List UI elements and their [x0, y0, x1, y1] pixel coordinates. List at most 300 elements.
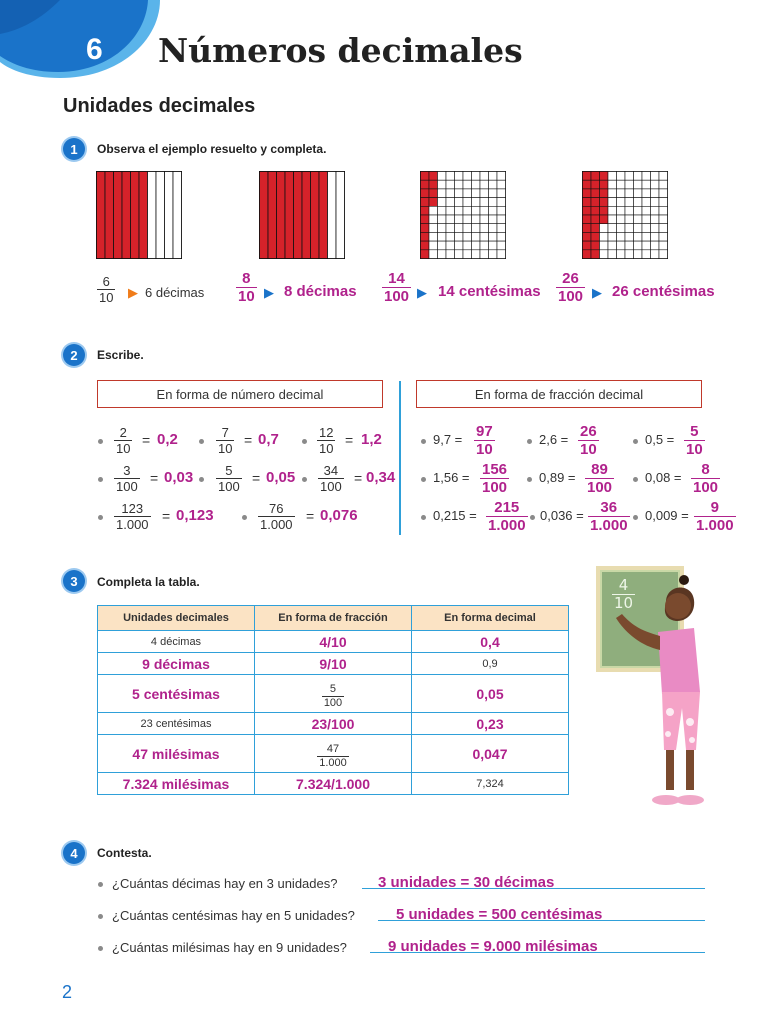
equals: = [244, 432, 253, 448]
empty-hundredth [617, 241, 626, 250]
decimal-value: 0,5 = [645, 432, 675, 447]
arrow-icon: ▶ [592, 285, 602, 300]
empty-hundredth [429, 215, 438, 224]
empty-hundredth [608, 224, 617, 233]
empty-hundredth [659, 232, 668, 241]
shaded-hundredth [583, 198, 592, 207]
empty-hundredth [438, 206, 447, 215]
answer: 0,7 [258, 431, 279, 448]
table-cell: 9/10 [255, 653, 412, 675]
empty-hundredth [651, 189, 660, 198]
empty-hundredth [446, 224, 455, 233]
empty-hundredth [489, 180, 498, 189]
shaded-hundredth [429, 189, 438, 198]
table-cell: 9 décimas [98, 653, 255, 675]
fraction-denominator: 1.000 [319, 756, 347, 769]
shaded-hundredth [421, 232, 430, 241]
decimal-grid-1 [96, 171, 182, 259]
empty-hundredth [659, 215, 668, 224]
shaded-hundredth [421, 224, 430, 233]
bullet [527, 439, 532, 444]
page-title: Números decimales [158, 31, 523, 70]
page-number: 2 [62, 982, 73, 1002]
fraction: $\frac{12}{10}$ [319, 425, 334, 456]
equals: = [162, 508, 171, 524]
answer: 0,34 [366, 469, 396, 486]
fraction-answer: $\frac{89}{100}$ [587, 461, 613, 496]
empty-hundredth [608, 215, 617, 224]
ex1-result-4: 26 centésimas [612, 283, 715, 300]
fraction-answer: $\frac{215}{1.000}$ [488, 499, 526, 534]
table-cell: 5 centésimas [98, 675, 255, 713]
empty-hundredth [472, 250, 481, 259]
answer: 0,03 [164, 469, 194, 486]
empty-hundredth [497, 215, 506, 224]
empty-hundredth [446, 189, 455, 198]
empty-hundredth [617, 224, 626, 233]
empty-hundredth [608, 206, 617, 215]
chalkboard-fraction: $\frac{4}{10}$ [614, 576, 634, 612]
empty-hundredth [446, 206, 455, 215]
arrow-icon: ▶ [417, 285, 427, 300]
empty-hundredth [489, 215, 498, 224]
bullet [302, 477, 307, 482]
bullet [633, 515, 638, 520]
shaded-hundredth [591, 241, 600, 250]
empty-hundredth [659, 241, 668, 250]
shaded-hundredth [591, 224, 600, 233]
shaded-hundredth [583, 215, 592, 224]
decimal-value: 0,89 = [539, 470, 576, 485]
empty-hundredth [625, 189, 634, 198]
shaded-hundredth [583, 250, 592, 259]
empty-hundredth [455, 241, 464, 250]
empty-hundredth [455, 232, 464, 241]
hundred-grid-1 [420, 171, 506, 259]
decimal-value: 2,6 = [539, 432, 569, 447]
empty-hundredth [651, 180, 660, 189]
empty-hundredth [651, 224, 660, 233]
shaded-hundredth [421, 206, 430, 215]
empty-hundredth [497, 241, 506, 250]
table-cell: 0,9 [412, 653, 569, 675]
answer: 3 unidades = 30 décimas [378, 874, 555, 891]
empty-hundredth [446, 241, 455, 250]
empty-hundredth [634, 224, 643, 233]
empty-hundredth [438, 172, 447, 181]
empty-hundredth [659, 224, 668, 233]
empty-tenth [173, 172, 182, 259]
empty-tenth [156, 172, 165, 259]
arrow-icon: ▶ [264, 285, 274, 300]
bullet [421, 515, 426, 520]
shaded-hundredth [600, 172, 609, 181]
shaded-tenth [277, 172, 286, 259]
table-cell: 47 milésimas [98, 735, 255, 773]
exercise-2-number: 2 [63, 344, 85, 366]
decimal-value: 1,56 = [433, 470, 470, 485]
empty-tenth [148, 172, 157, 259]
ex1-fraction-3: $\frac{14}{100}$ [384, 270, 410, 305]
bullet [633, 439, 638, 444]
bullet [98, 914, 103, 919]
answer: 9 unidades = 9.000 milésimas [388, 938, 598, 955]
empty-hundredth [429, 241, 438, 250]
shaded-tenth [97, 172, 106, 259]
equals: = [142, 432, 151, 448]
empty-hundredth [651, 198, 660, 207]
bullet [527, 477, 532, 482]
shaded-hundredth [591, 250, 600, 259]
decimal-units-table [97, 605, 569, 795]
bullet [421, 477, 426, 482]
empty-hundredth [455, 215, 464, 224]
empty-hundredth [634, 215, 643, 224]
shaded-hundredth [421, 198, 430, 207]
empty-hundredth [659, 180, 668, 189]
fraction: $\frac{123}{1.000}$ [116, 501, 149, 532]
empty-hundredth [608, 198, 617, 207]
empty-hundredth [625, 172, 634, 181]
empty-hundredth [600, 241, 609, 250]
empty-hundredth [489, 172, 498, 181]
table-cell: 23 centésimas [98, 713, 255, 735]
empty-hundredth [608, 180, 617, 189]
empty-hundredth [489, 250, 498, 259]
empty-hundredth [642, 250, 651, 259]
fraction-numerator: 5 [329, 682, 337, 695]
empty-hundredth [455, 224, 464, 233]
fraction-numerator: 47 [326, 742, 340, 755]
shaded-hundredth [600, 215, 609, 224]
answer: 1,2 [361, 431, 382, 448]
empty-hundredth [480, 215, 489, 224]
empty-hundredth [438, 189, 447, 198]
decimal-value: 0,08 = [645, 470, 682, 485]
empty-hundredth [625, 198, 634, 207]
empty-hundredth [438, 224, 447, 233]
fraction-denominator: 100 [323, 696, 343, 709]
bullet [633, 477, 638, 482]
shaded-hundredth [600, 180, 609, 189]
empty-hundredth [651, 250, 660, 259]
exercise-1-instruction: Observa el ejemplo resuelto y completa. [97, 142, 327, 156]
bullet [98, 882, 103, 887]
fraction-answer: $\frac{36}{1.000}$ [590, 499, 628, 534]
shaded-hundredth [421, 215, 430, 224]
question: ¿Cuántas milésimas hay en 9 unidades? [112, 940, 347, 955]
empty-hundredth [634, 198, 643, 207]
empty-hundredth [480, 250, 489, 259]
exercise-3-number: 3 [63, 570, 85, 592]
empty-hundredth [659, 189, 668, 198]
empty-hundredth [446, 180, 455, 189]
bullet [98, 439, 103, 444]
left-column-header: En forma de número decimal [97, 380, 383, 408]
empty-hundredth [438, 215, 447, 224]
exercise-1-number: 1 [63, 138, 85, 160]
empty-hundredth [608, 172, 617, 181]
shaded-tenth [260, 172, 269, 259]
bullet [98, 946, 103, 951]
empty-hundredth [600, 250, 609, 259]
fraction-answer: $\frac{5}{10}$ [686, 423, 703, 458]
shaded-tenth [285, 172, 294, 259]
empty-hundredth [497, 250, 506, 259]
empty-hundredth [625, 241, 634, 250]
ex1-result-1: 6 décimas [145, 285, 205, 300]
table-cell: 23/100 [255, 713, 412, 735]
empty-tenth [165, 172, 174, 259]
shaded-hundredth [421, 172, 430, 181]
empty-hundredth [438, 232, 447, 241]
shaded-hundredth [591, 172, 600, 181]
empty-hundredth [446, 215, 455, 224]
decimal-value: 9,7 = [433, 432, 463, 447]
section-title: Unidades decimales [63, 95, 256, 117]
table-header-row [98, 606, 569, 631]
exercise-2-instruction: Escribe. [97, 348, 144, 362]
empty-hundredth [489, 241, 498, 250]
fraction: $\frac{7}{10}$ [218, 425, 233, 456]
shaded-hundredth [421, 180, 430, 189]
table-cell: 4 décimas [98, 631, 255, 653]
empty-hundredth [617, 250, 626, 259]
fraction-answer: $\frac{9}{1.000}$ [696, 499, 734, 534]
empty-hundredth [455, 206, 464, 215]
empty-hundredth [489, 198, 498, 207]
shaded-hundredth [583, 172, 592, 181]
empty-tenth [336, 172, 345, 259]
fraction: $\frac{3}{100}$ [116, 463, 138, 494]
empty-hundredth [608, 189, 617, 198]
shaded-hundredth [591, 232, 600, 241]
empty-hundredth [480, 172, 489, 181]
shaded-hundredth [591, 215, 600, 224]
table-cell: 4/10 [255, 631, 412, 653]
question: ¿Cuántas centésimas hay en 5 unidades? [112, 908, 355, 923]
shaded-tenth [131, 172, 140, 259]
empty-hundredth [497, 206, 506, 215]
empty-hundredth [608, 241, 617, 250]
table-cell [255, 735, 412, 773]
empty-hundredth [600, 224, 609, 233]
shaded-hundredth [583, 189, 592, 198]
chapter-number: 6 [86, 33, 103, 66]
empty-hundredth [489, 189, 498, 198]
shaded-tenth [319, 172, 328, 259]
empty-hundredth [429, 232, 438, 241]
chapter-badge [0, 0, 165, 82]
empty-hundredth [472, 241, 481, 250]
shaded-tenth [114, 172, 123, 259]
shaded-hundredth [600, 198, 609, 207]
shaded-hundredth [591, 180, 600, 189]
empty-hundredth [489, 224, 498, 233]
empty-hundredth [625, 232, 634, 241]
empty-hundredth [480, 189, 489, 198]
table-row [98, 653, 569, 675]
empty-hundredth [642, 198, 651, 207]
empty-hundredth [651, 206, 660, 215]
bullet [199, 439, 204, 444]
answer: 0,05 [266, 469, 296, 486]
empty-hundredth [608, 250, 617, 259]
table-header: En forma decimal [412, 606, 569, 631]
shaded-hundredth [583, 180, 592, 189]
empty-hundredth [463, 241, 472, 250]
empty-hundredth [651, 172, 660, 181]
empty-hundredth [642, 232, 651, 241]
answer: 0,123 [176, 507, 214, 524]
empty-hundredth [617, 172, 626, 181]
empty-hundredth [438, 250, 447, 259]
empty-hundredth [651, 241, 660, 250]
empty-hundredth [463, 206, 472, 215]
ex1-fraction-1: $\frac{6}{10}$ [99, 274, 114, 305]
empty-hundredth [642, 180, 651, 189]
shaded-hundredth [591, 206, 600, 215]
shaded-tenth [122, 172, 131, 259]
empty-hundredth [446, 172, 455, 181]
decimal-grid-2 [259, 171, 345, 259]
table-row [98, 631, 569, 653]
empty-hundredth [472, 232, 481, 241]
empty-hundredth [480, 241, 489, 250]
table-cell: 7.324 milésimas [98, 773, 255, 795]
empty-hundredth [455, 189, 464, 198]
right-column-header: En forma de fracción decimal [416, 380, 702, 408]
hundred-grid-2 [582, 171, 668, 259]
fraction-answer: $\frac{8}{100}$ [693, 461, 719, 496]
empty-hundredth [438, 180, 447, 189]
bullet [98, 515, 103, 520]
empty-hundredth [480, 224, 489, 233]
fraction: $\frac{5}{100}$ [218, 463, 240, 494]
empty-hundredth [634, 189, 643, 198]
fraction: $\frac{34}{100}$ [320, 463, 342, 494]
bullet [98, 477, 103, 482]
empty-hundredth [600, 232, 609, 241]
empty-hundredth [455, 172, 464, 181]
decimal-value: 0,215 = [433, 508, 477, 523]
table-cell: 0,047 [412, 735, 569, 773]
empty-hundredth [472, 224, 481, 233]
empty-hundredth [625, 224, 634, 233]
empty-hundredth [497, 232, 506, 241]
bullet [302, 439, 307, 444]
empty-hundredth [642, 189, 651, 198]
table-cell: 7.324/1.000 [255, 773, 412, 795]
empty-hundredth [625, 215, 634, 224]
empty-hundredth [446, 232, 455, 241]
empty-hundredth [463, 215, 472, 224]
empty-hundredth [463, 198, 472, 207]
empty-hundredth [472, 206, 481, 215]
shaded-hundredth [421, 189, 430, 198]
shaded-hundredth [421, 250, 430, 259]
answer: 0,076 [320, 507, 358, 524]
exercise-4-number: 4 [63, 842, 85, 864]
shaded-tenth [139, 172, 148, 259]
equals: = [150, 470, 159, 486]
shaded-tenth [311, 172, 320, 259]
empty-hundredth [472, 180, 481, 189]
shaded-tenth [105, 172, 114, 259]
empty-hundredth [429, 250, 438, 259]
empty-hundredth [497, 180, 506, 189]
empty-hundredth [634, 180, 643, 189]
empty-hundredth [455, 250, 464, 259]
shaded-hundredth [429, 180, 438, 189]
empty-hundredth [642, 215, 651, 224]
empty-hundredth [651, 215, 660, 224]
empty-hundredth [429, 206, 438, 215]
empty-hundredth [480, 206, 489, 215]
shaded-hundredth [429, 198, 438, 207]
table-cell: 0,05 [412, 675, 569, 713]
table-header: En forma de fracción [255, 606, 412, 631]
empty-hundredth [489, 206, 498, 215]
empty-hundredth [480, 180, 489, 189]
fraction-answer: $\frac{26}{10}$ [580, 423, 597, 458]
equals: = [306, 508, 315, 524]
empty-hundredth [455, 198, 464, 207]
empty-hundredth [625, 180, 634, 189]
ex1-fraction-2: $\frac{8}{10}$ [238, 270, 255, 305]
empty-hundredth [480, 198, 489, 207]
table-cell: 0,4 [412, 631, 569, 653]
empty-hundredth [463, 250, 472, 259]
empty-hundredth [659, 172, 668, 181]
empty-hundredth [642, 241, 651, 250]
fraction-answer: $\frac{97}{10}$ [476, 423, 493, 458]
shaded-tenth [268, 172, 277, 259]
shaded-hundredth [429, 172, 438, 181]
empty-hundredth [617, 206, 626, 215]
empty-hundredth [497, 198, 506, 207]
empty-hundredth [659, 198, 668, 207]
empty-hundredth [455, 180, 464, 189]
empty-hundredth [472, 215, 481, 224]
empty-hundredth [438, 241, 447, 250]
fraction: $\frac{76}{1.000}$ [260, 501, 293, 532]
empty-hundredth [617, 198, 626, 207]
empty-hundredth [642, 224, 651, 233]
shaded-hundredth [600, 189, 609, 198]
empty-hundredth [642, 206, 651, 215]
shaded-hundredth [421, 241, 430, 250]
empty-hundredth [634, 241, 643, 250]
shaded-hundredth [600, 206, 609, 215]
empty-hundredth [617, 232, 626, 241]
empty-hundredth [463, 189, 472, 198]
equals: = [354, 470, 363, 486]
empty-hundredth [634, 232, 643, 241]
empty-hundredth [463, 172, 472, 181]
empty-hundredth [446, 250, 455, 259]
shaded-hundredth [591, 198, 600, 207]
empty-hundredth [472, 172, 481, 181]
shaded-tenth [302, 172, 311, 259]
empty-hundredth [446, 198, 455, 207]
bullet [199, 477, 204, 482]
bullet [242, 515, 247, 520]
column-divider [399, 381, 401, 535]
empty-hundredth [429, 224, 438, 233]
answer: 0,2 [157, 431, 178, 448]
shaded-hundredth [591, 189, 600, 198]
